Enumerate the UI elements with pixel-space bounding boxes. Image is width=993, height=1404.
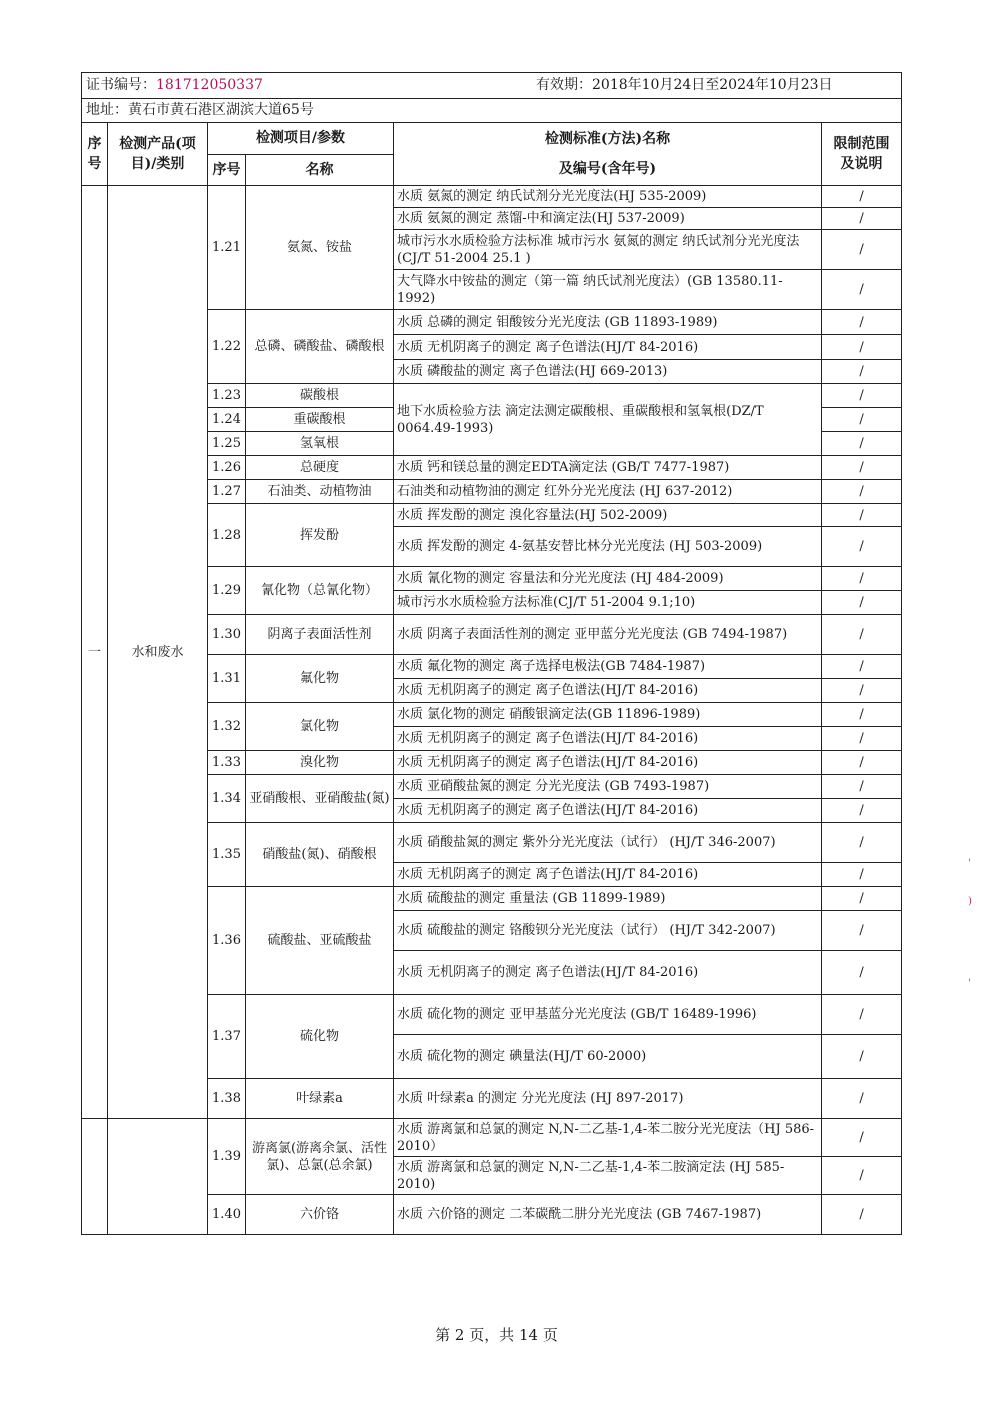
item-seq: 1.35 bbox=[208, 823, 246, 887]
standard-method: 水质 总磷的测定 钼酸铵分光光度法 (GB 11893-1989) bbox=[394, 310, 822, 335]
standard-method: 地下水质检验方法 滴定法测定碳酸根、重碳酸根和氢氧根(DZ/T 0064.49-1993) bbox=[394, 384, 822, 456]
item-name: 氰化物（总氰化物） bbox=[246, 567, 394, 615]
col-header-limit: 限制范围及说明 bbox=[822, 123, 902, 186]
limit-note: / bbox=[822, 679, 902, 703]
item-name: 总磷、磷酸盐、磷酸根 bbox=[246, 310, 394, 384]
item-seq: 1.22 bbox=[208, 310, 246, 384]
limit-note: / bbox=[822, 456, 902, 480]
standard-method: 水质 亚硝酸盐氮的测定 分光光度法 (GB 7493-1987) bbox=[394, 775, 822, 799]
item-seq: 1.29 bbox=[208, 567, 246, 615]
item-name: 溴化物 bbox=[246, 751, 394, 775]
standard-method: 水质 硫化物的测定 亚甲基蓝分光光度法 (GB/T 16489-1996) bbox=[394, 995, 822, 1035]
item-name: 硝酸盐(氮)、硝酸根 bbox=[246, 823, 394, 887]
limit-note: / bbox=[822, 1195, 902, 1235]
limit-note: / bbox=[822, 504, 902, 527]
standard-method: 水质 叶绿素a 的测定 分光光度法 (HJ 897-2017) bbox=[394, 1079, 822, 1119]
item-name: 重碳酸根 bbox=[246, 408, 394, 432]
item-seq: 1.27 bbox=[208, 480, 246, 504]
limit-note: / bbox=[822, 480, 902, 504]
limit-note: / bbox=[822, 408, 902, 432]
table-row bbox=[82, 186, 902, 208]
limit-note: / bbox=[822, 567, 902, 591]
item-seq: 1.34 bbox=[208, 775, 246, 823]
col-header-item-group: 检测项目/参数 bbox=[208, 123, 394, 155]
item-seq: 1.28 bbox=[208, 504, 246, 567]
cert-header-row bbox=[82, 73, 902, 99]
validity-period: 有效期：2018年10月24日至2024年10月23日 bbox=[536, 77, 833, 93]
standard-method: 水质 游离氯和总氯的测定 N,N-二乙基-1,4-苯二胺分光光度法（HJ 586-2010） bbox=[394, 1119, 822, 1157]
table-row bbox=[82, 1119, 902, 1157]
limit-note: / bbox=[822, 951, 902, 995]
item-seq: 1.26 bbox=[208, 456, 246, 480]
item-name: 游离氯(游离余氯、活性氯)、总氯(总余氯) bbox=[246, 1119, 394, 1195]
limit-note: / bbox=[822, 1157, 902, 1195]
category-name-cont bbox=[108, 1119, 208, 1235]
standard-method: 石油类和动植物油的测定 红外分光光度法 (HJ 637-2012) bbox=[394, 480, 822, 504]
limit-note: / bbox=[822, 208, 902, 230]
limit-note: / bbox=[822, 655, 902, 679]
col-header-item-name: 名称 bbox=[246, 154, 394, 186]
limit-note: / bbox=[822, 863, 902, 887]
limit-note: / bbox=[822, 591, 902, 615]
item-seq: 1.39 bbox=[208, 1119, 246, 1195]
item-name: 亚硝酸根、亚硝酸盐(氮) bbox=[246, 775, 394, 823]
item-seq: 1.38 bbox=[208, 1079, 246, 1119]
standard-method: 水质 硫化物的测定 碘量法(HJ/T 60-2000) bbox=[394, 1035, 822, 1079]
limit-note: / bbox=[822, 1119, 902, 1157]
item-seq: 1.21 bbox=[208, 186, 246, 310]
standard-method: 水质 无机阴离子的测定 离子色谱法(HJ/T 84-2016) bbox=[394, 863, 822, 887]
item-name: 氨氮、铵盐 bbox=[246, 186, 394, 310]
item-name: 碳酸根 bbox=[246, 384, 394, 408]
address: 地址：黄石市黄石港区湖滨大道65号 bbox=[82, 99, 902, 123]
limit-note: / bbox=[822, 887, 902, 911]
limit-note: / bbox=[822, 310, 902, 335]
limit-note: / bbox=[822, 186, 902, 208]
standard-method: 水质 硫酸盐的测定 重量法 (GB 11899-1989) bbox=[394, 887, 822, 911]
item-name: 硫酸盐、亚硫酸盐 bbox=[246, 887, 394, 995]
limit-note: / bbox=[822, 995, 902, 1035]
item-seq: 1.23 bbox=[208, 384, 246, 408]
category-seq: 一 bbox=[82, 186, 108, 1119]
item-name: 氟化物 bbox=[246, 655, 394, 703]
standard-method: 水质 氨氮的测定 纳氏试剂分光光度法(HJ 535-2009) bbox=[394, 186, 822, 208]
standard-method: 城市污水水质检验方法标准(CJ/T 51-2004 9.1;10) bbox=[394, 591, 822, 615]
limit-note: / bbox=[822, 230, 902, 270]
col-header-product: 检测产品(项目)/类别 bbox=[108, 123, 208, 186]
edge-mark: ' bbox=[968, 978, 971, 989]
test-capability-table bbox=[81, 72, 902, 1235]
limit-note: / bbox=[822, 703, 902, 727]
standard-method: 水质 六价铬的测定 二苯碳酰二肼分光光度法 (GB 7467-1987) bbox=[394, 1195, 822, 1235]
standard-method: 水质 无机阴离子的测定 离子色谱法(HJ/T 84-2016) bbox=[394, 951, 822, 995]
limit-note: / bbox=[822, 615, 902, 655]
cert-label: 证书编号： bbox=[86, 77, 156, 93]
limit-note: / bbox=[822, 335, 902, 360]
standard-method: 水质 挥发酚的测定 溴化容量法(HJ 502-2009) bbox=[394, 504, 822, 527]
item-seq: 1.33 bbox=[208, 751, 246, 775]
col-header-seq: 序号 bbox=[82, 123, 108, 186]
item-name: 挥发酚 bbox=[246, 504, 394, 567]
limit-note: / bbox=[822, 751, 902, 775]
item-name: 石油类、动植物油 bbox=[246, 480, 394, 504]
item-name: 氯化物 bbox=[246, 703, 394, 751]
standard-method: 水质 硝酸盐氮的测定 紫外分光光度法（试行） (HJ/T 346-2007) bbox=[394, 823, 822, 863]
limit-note: / bbox=[822, 270, 902, 310]
standard-method: 水质 无机阴离子的测定 离子色谱法(HJ/T 84-2016) bbox=[394, 727, 822, 751]
col-header-standard-line1: 检测标准(方法)名称 bbox=[544, 131, 671, 147]
item-name: 总硬度 bbox=[246, 456, 394, 480]
standard-method: 水质 无机阴离子的测定 离子色谱法(HJ/T 84-2016) bbox=[394, 335, 822, 360]
limit-note: / bbox=[822, 527, 902, 567]
item-seq: 1.36 bbox=[208, 887, 246, 995]
item-seq: 1.25 bbox=[208, 432, 246, 456]
standard-method: 大气降水中铵盐的测定（第一篇 纳氏试剂光度法）(GB 13580.11-1992) bbox=[394, 270, 822, 310]
standard-method: 水质 挥发酚的测定 4-氨基安替比林分光光度法 (HJ 503-2009) bbox=[394, 527, 822, 567]
limit-note: / bbox=[822, 1079, 902, 1119]
limit-note: / bbox=[822, 911, 902, 951]
limit-note: / bbox=[822, 799, 902, 823]
category-name: 水和废水 bbox=[108, 186, 208, 1119]
item-name: 叶绿素a bbox=[246, 1079, 394, 1119]
limit-note: / bbox=[822, 384, 902, 408]
standard-method: 城市污水水质检验方法标准 城市污水 氨氮的测定 纳氏试剂分光光度法 (CJ/T 51-2004 25.1 ) bbox=[394, 230, 822, 270]
limit-note: / bbox=[822, 432, 902, 456]
edge-mark: ) bbox=[968, 896, 972, 907]
cert-number: 181712050337 bbox=[156, 77, 263, 93]
col-header-item-seq: 序号 bbox=[208, 154, 246, 186]
standard-method: 水质 无机阴离子的测定 离子色谱法(HJ/T 84-2016) bbox=[394, 799, 822, 823]
item-seq: 1.37 bbox=[208, 995, 246, 1079]
standard-method: 水质 硫酸盐的测定 铬酸钡分光光度法（试行） (HJ/T 342-2007) bbox=[394, 911, 822, 951]
standard-method: 水质 钙和镁总量的测定EDTA滴定法 (GB/T 7477-1987) bbox=[394, 456, 822, 480]
standard-method: 水质 游离氯和总氯的测定 N,N-二乙基-1,4-苯二胺滴定法 (HJ 585-2010) bbox=[394, 1157, 822, 1195]
standard-method: 水质 氰化物的测定 容量法和分光光度法 (HJ 484-2009) bbox=[394, 567, 822, 591]
standard-method: 水质 氟化物的测定 离子选择电极法(GB 7484-1987) bbox=[394, 655, 822, 679]
item-seq: 1.24 bbox=[208, 408, 246, 432]
standard-method: 水质 氨氮的测定 蒸馏-中和滴定法(HJ 537-2009) bbox=[394, 208, 822, 230]
item-name: 阴离子表面活性剂 bbox=[246, 615, 394, 655]
item-name: 硫化物 bbox=[246, 995, 394, 1079]
standard-method: 水质 无机阴离子的测定 离子色谱法(HJ/T 84-2016) bbox=[394, 679, 822, 703]
limit-note: / bbox=[822, 775, 902, 799]
standard-method: 水质 氯化物的测定 硝酸银滴定法(GB 11896-1989) bbox=[394, 703, 822, 727]
item-seq: 1.31 bbox=[208, 655, 246, 703]
standard-method: 水质 磷酸盐的测定 离子色谱法(HJ 669-2013) bbox=[394, 360, 822, 384]
item-seq: 1.30 bbox=[208, 615, 246, 655]
item-name: 氢氧根 bbox=[246, 432, 394, 456]
limit-note: / bbox=[822, 360, 902, 384]
item-seq: 1.40 bbox=[208, 1195, 246, 1235]
certificate-table-page bbox=[81, 72, 901, 1235]
col-header-standard bbox=[394, 123, 822, 186]
col-header-standard-line2: 及编号(含年号) bbox=[558, 161, 657, 177]
standard-method: 水质 无机阴离子的测定 离子色谱法(HJ/T 84-2016) bbox=[394, 751, 822, 775]
limit-note: / bbox=[822, 823, 902, 863]
standard-method: 水质 阴离子表面活性剂的测定 亚甲蓝分光光度法 (GB 7494-1987) bbox=[394, 615, 822, 655]
edge-mark: ' bbox=[968, 858, 971, 869]
page-number: 第 2 页，共 14 页 bbox=[435, 1326, 558, 1344]
limit-note: / bbox=[822, 727, 902, 751]
item-name: 六价铬 bbox=[246, 1195, 394, 1235]
category-seq-cont bbox=[82, 1119, 108, 1235]
limit-note: / bbox=[822, 1035, 902, 1079]
item-seq: 1.32 bbox=[208, 703, 246, 751]
